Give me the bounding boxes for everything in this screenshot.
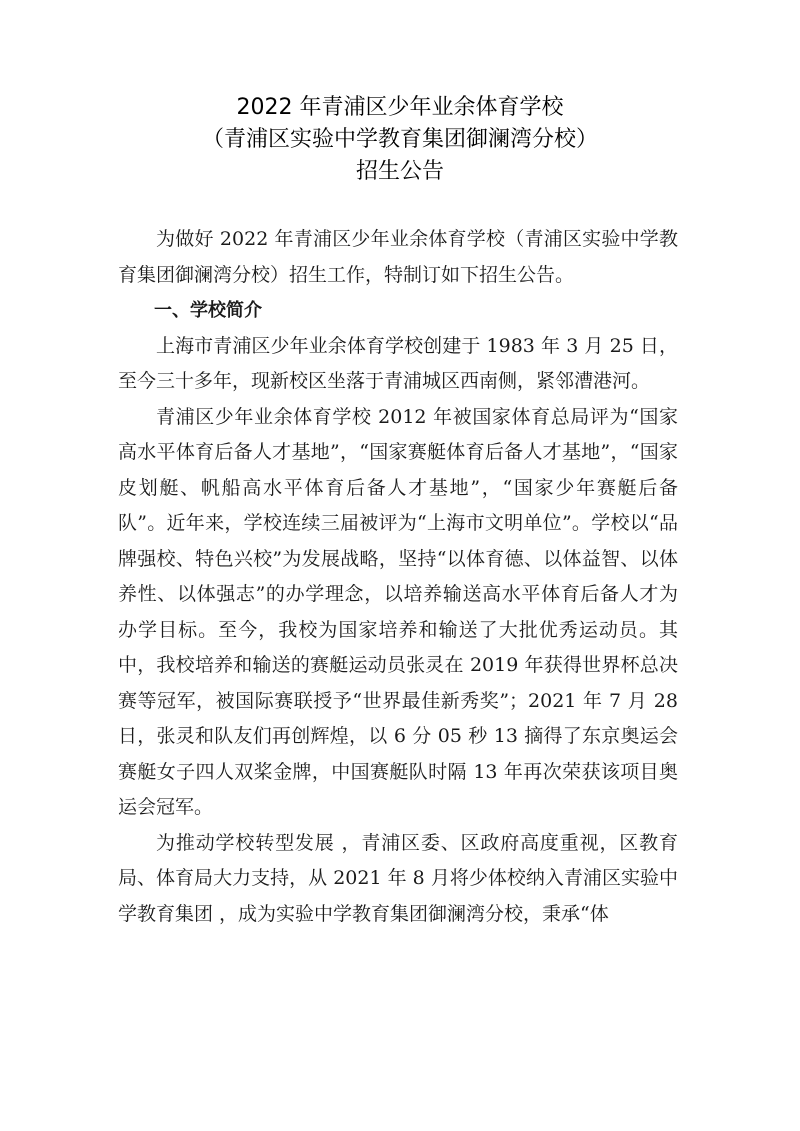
school-honors-paragraph: 青浦区少年业余体育学校 2012 年被国家体育总局评为“国家高水平体育后备人才基地”，“国家赛艇体育后备人才基地”，“国家皮划艇、帆船高水平体育后备人才基地”，“国家少年赛艇后备队”。近年来，学校连续三届被评为“上海市文明单位”。学校以“品牌强校、特色兴校”为发展战略，坚持“以体育德、以体益智、以体养性、以体强志”的办学理念，以培养输送高水平体育后备人才为办学目标。至今，我校为国家培养和输送了大批优秀运动员。其中，我校培养和输送的赛艇运动员张灵在 2019 年获得世界杯总决赛等冠军，被国际赛联授予“世界最佳新秀奖”；2021 年 7 月 28 日，张灵和队友们再创辉煌，以 6 分 05 秒 13 摘得了东京奥运会赛艇女子四人双桨金牌，中国赛艇队时隔 13 年再次荣获该项目奥运会冠军。 (118, 405, 678, 818)
title-line-school-name: 2022 年青浦区少年业余体育学校 (236, 95, 564, 120)
title-line-announcement: 招生公告 (355, 159, 444, 184)
intro-paragraph: 为做好 2022 年青浦区少年业余体育学校（青浦区实验中学教育集团御澜湾分校）招生工作，特制订如下招生公告。 (118, 228, 678, 286)
document-body (118, 222, 678, 932)
school-founding-paragraph: 上海市青浦区少年业余体育学校创建于 1983 年 3 月 25 日， 至今三十多年，现新校区坐落于青浦城区西南侧，紧邻漕港河。 (118, 334, 678, 392)
school-development-paragraph: 为推动学校转型发展 ，青浦区委、区政府高度重视，区教育局、体育局大力支持，从 2021 年 8 月将少体校纳入青浦区实验中学教育集团 ，成为实验中学教育集团御澜湾分校，秉承“体 (118, 831, 678, 925)
section-heading-school-intro: 一、学校简介 (154, 300, 262, 321)
document-title (0, 92, 800, 188)
title-line-group-branch: （青浦区实验中学教育集团御澜湾分校） (201, 127, 598, 152)
